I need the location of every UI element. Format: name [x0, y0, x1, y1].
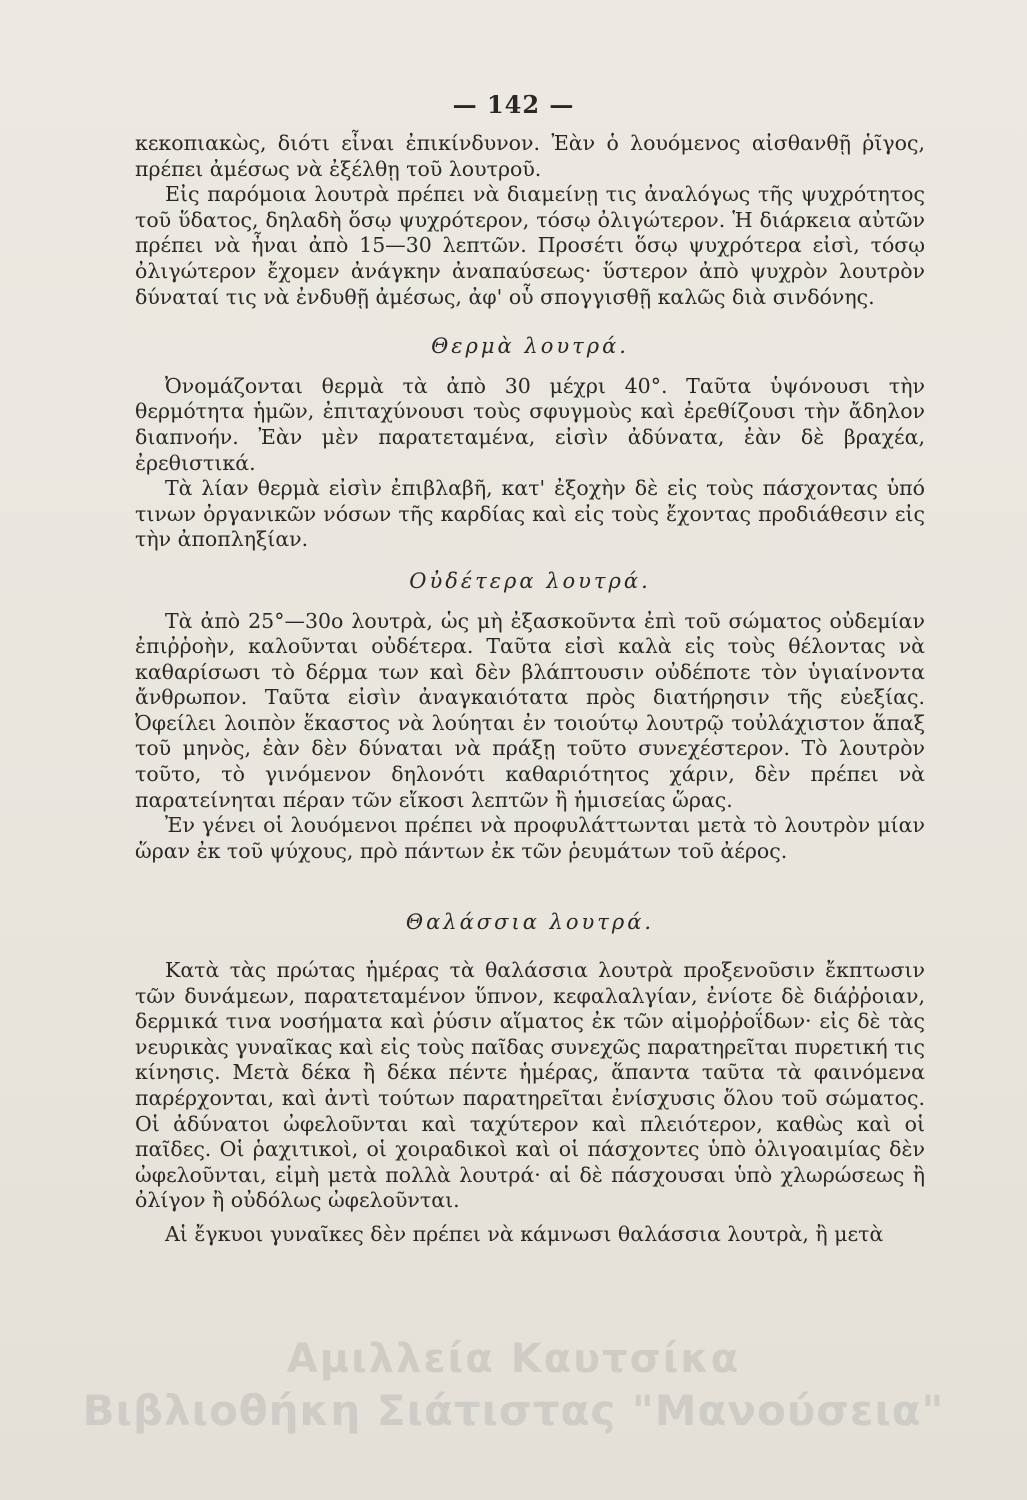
section-heading-sea-baths: Θαλάσσια λουτρά.: [405, 910, 655, 935]
library-watermark-line2: Βιβλιοθήκη Σιάτιστας "Μανούσεια": [82, 1386, 945, 1435]
paragraph: Τὰ ἀπὸ 25°—30ο λουτρὰ, ὡς μὴ ἐξασκοῦντα ἐπὶ τοῦ σώματος οὐδεμίαν ἐπιῤῥοὴν, καλοῦνται οὐδέτερα. Ταῦτα εἰσὶ καλὰ εἰς τοὺς θέλοντας νὰ καθαρίσωσι τὸ δέρμα των καὶ δὲν βλάπτουσιν οὐδέποτε τὸν ὑγιαίνοντα ἄνθρωπον. Ταῦτα εἰσὶν ἀναγκαιότατα πρὸς διατήρησιν τῆς εὐεξίας. Ὀφείλει λοιπὸν ἕκαστος νὰ λούηται ἐν τοιούτῳ λουτρῷ τοὐλάχιστον ἅπαξ τοῦ μηνὸς, ἐὰν δὲν δύναται νὰ πράξῃ τοῦτο συνεχέστερον. Τὸ λουτρὸν τοῦτο, τὸ γινόμενον δηλονότι καθαριότητος χάριν, δὲν πρέπει νὰ παρατείνηται πέραν τῶν εἴκοσι λεπτῶν ἢ ἡμισείας ὥρας.: [135, 608, 925, 812]
paragraph: Εἰς παρόμοια λουτρὰ πρέπει νὰ διαμείνῃ τις ἀναλόγως τῆς ψυχρότητος τοῦ ὕδατος, δηλαδὴ ὅσῳ ψυχρότερον, τόσῳ ὀλιγώτερον. Ἡ διάρκεια αὐτῶν πρέπει νὰ ἦναι ἀπὸ 15—30 λεπτῶν. Προσέτι ὅσῳ ψυχρότερα εἰσὶ, τόσῳ ὀλιγώτερον ἔχομεν ἀνάγκην ἀναπαύσεως· ὕστερον ἀπὸ ψυχρὸν λουτρὸν δύναταί τις νὰ ἐνδυθῇ ἀμέσως, ἀφ' οὗ σπογγισθῇ καλῶς διὰ σινδόνης.: [135, 182, 925, 309]
library-watermark-line1: Αμιλλεία Καυτσίκα: [286, 1336, 741, 1382]
section-heading-warm-baths: Θερμὰ λουτρά.: [431, 334, 629, 359]
paragraph: Ὀνομάζονται θερμὰ τὰ ἀπὸ 30 μέχρι 40°. Ταῦτα ὑψόνουσι τὴν θερμότητα ἡμῶν, ἐπιταχύνουσι τοὺς σφυγμοὺς καὶ ἐρεθίζουσι τὴν ἄδηλον διαπνοήν. Ἐὰν μὲν παρατεταμένα, εἰσὶν ἀδύνατα, ἐὰν δὲ βραχέα, ἐρεθιστικά.: [135, 373, 925, 475]
paragraph: Ἐν γένει οἱ λουόμενοι πρέπει νὰ προφυλάττωνται μετὰ τὸ λουτρὸν μίαν ὥραν ἐκ τοῦ ψύχους, πρὸ πάντων ἐκ τῶν ῥευμάτων τοῦ ἀέρος.: [135, 813, 925, 863]
paragraph: Τὰ λίαν θερμὰ εἰσὶν ἐπιβλαβῆ, κατ' ἐξοχὴν δὲ εἰς τοὺς πάσχοντας ὑπό τινων ὀργανικῶν νόσων τῆς καρδίας καὶ εἰς τοὺς ἔχοντας προδιάθεσιν εἰς τὴν ἀποπληξίαν.: [135, 476, 925, 552]
section-heading-neutral-baths: Οὐδέτερα λουτρά.: [409, 568, 651, 593]
page-number: — 142 —: [452, 90, 575, 119]
body-text: [135, 131, 925, 1248]
paragraph: Αἱ ἔγκυοι γυναῖκες δὲν πρέπει νὰ κάμνωσι θαλάσσια λουτρὰ, ἢ μετὰ: [165, 1221, 884, 1246]
paragraph: κεκοπιακὼς, διότι εἶναι ἐπικίνδυνον. Ἐὰν ὁ λουόμενος αἰσθανθῇ ῥῖγος, πρέπει ἀμέσως νὰ ἐξέλθῃ τοῦ λουτροῦ.: [135, 131, 925, 181]
paragraph: Κατὰ τὰς πρώτας ἡμέρας τὰ θαλάσσια λουτρὰ προξενοῦσιν ἔκπτωσιν τῶν δυνάμεων, παρατεταμένον ὕπνον, κεφαλαλγίαν, ἐνίοτε δὲ διάῤῥοιαν, δερμικά τινα νοσήματα καὶ ῥύσιν αἵματος ἐκ τῶν αἱμοῤῥοΐδων· εἰς δὲ τὰς νευρικὰς γυναῖκας καὶ εἰς τοὺς παῖδας συνεχῶς παρατηρεῖται πυρετική τις κίνησις. Μετὰ δέκα ἢ δέκα πέντε ἡμέρας, ἅπαντα ταῦτα τὰ φαινόμενα παρέρχονται, καὶ ἀντὶ τούτων παρατηρεῖται ἐνίσχυσις ὅλου τοῦ σώματος. Οἱ ἀδύνατοι ὠφελοῦνται καὶ ταχύτερον καὶ πλειότερον, καθὼς καὶ οἱ παῖδες. Οἱ ῥαχιτικοὶ, οἱ χοιραδικοὶ καὶ οἱ πάσχοντες ὑπὸ ὀλιγοαιμίας δὲν ὠφελοῦνται, εἰμὴ μετὰ πολλὰ λουτρά· αἱ δὲ πάσχουσαι ὑπὸ χλωρώσεως ἢ ὀλίγον ἢ οὐδόλως ὠφελοῦνται.: [135, 958, 925, 1213]
